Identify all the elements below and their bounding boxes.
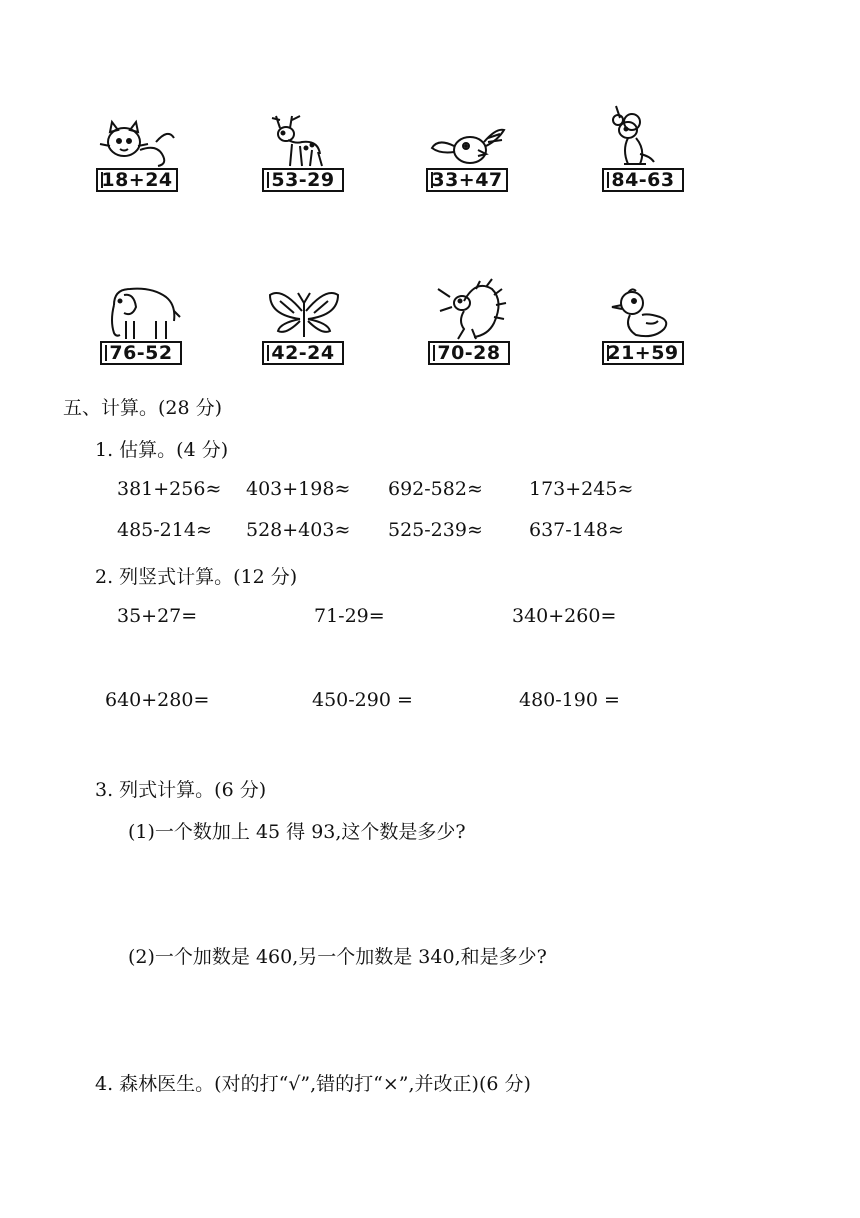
animal-card-5 — [100, 271, 184, 365]
animal-card-7 — [428, 271, 512, 365]
bird-icon — [426, 98, 510, 168]
q1-title: 1. 估算。(4 分) — [95, 439, 229, 461]
vertical-calc-item: 35+27= — [117, 605, 198, 627]
animal-card-6 — [262, 271, 346, 365]
section-title: 五、计算。(28 分) — [63, 397, 223, 419]
estimate-item: 403+198≈ — [246, 478, 351, 500]
animal-card-8 — [602, 271, 686, 365]
estimate-item: 525-239≈ — [388, 519, 483, 541]
animal-card-1 — [96, 98, 180, 192]
expression-box: 76-52 — [100, 341, 182, 365]
expression-box: 42-24 — [262, 341, 344, 365]
vertical-calc-item: 640+280= — [105, 689, 210, 711]
expression-box: 70-28 — [428, 341, 510, 365]
estimate-item: 637-148≈ — [529, 519, 624, 541]
butterfly-icon — [262, 271, 346, 341]
q2-title: 2. 列竖式计算。(12 分) — [95, 566, 298, 588]
cat-icon — [96, 98, 180, 168]
estimate-item: 692-582≈ — [388, 478, 483, 500]
expression-box: 53-29 — [262, 168, 344, 192]
vertical-calc-item: 340+260= — [512, 605, 617, 627]
animal-card-3 — [426, 98, 510, 192]
q3-problem-2: (2)一个加数是 460,另一个加数是 340,和是多少? — [128, 946, 547, 968]
expression-box: 84-63 — [602, 168, 684, 192]
duckling-icon — [602, 271, 686, 341]
animal-card-4 — [602, 98, 686, 192]
hedgehog-icon — [428, 271, 512, 341]
vertical-calc-item: 480-190 = — [519, 689, 620, 711]
vertical-calc-item: 450-290 = — [312, 689, 413, 711]
q3-title: 3. 列式计算。(6 分) — [95, 779, 267, 801]
vertical-calc-item: 71-29= — [314, 605, 385, 627]
expression-box: 21+59 — [602, 341, 684, 365]
expression-box: 33+47 — [426, 168, 508, 192]
estimate-item: 485-214≈ — [117, 519, 212, 541]
animal-card-2 — [262, 98, 346, 192]
estimate-item: 528+403≈ — [246, 519, 351, 541]
q4-title: 4. 森林医生。(对的打“√”,错的打“×”,并改正)(6 分) — [95, 1073, 531, 1095]
q3-problem-1: (1)一个数加上 45 得 93,这个数是多少? — [128, 821, 466, 843]
elephant-icon — [100, 271, 184, 341]
estimate-item: 381+256≈ — [117, 478, 222, 500]
estimate-item: 173+245≈ — [529, 478, 634, 500]
expression-box: 18+24 — [96, 168, 178, 192]
mouse-icon — [602, 98, 686, 168]
deer-icon — [262, 98, 346, 168]
